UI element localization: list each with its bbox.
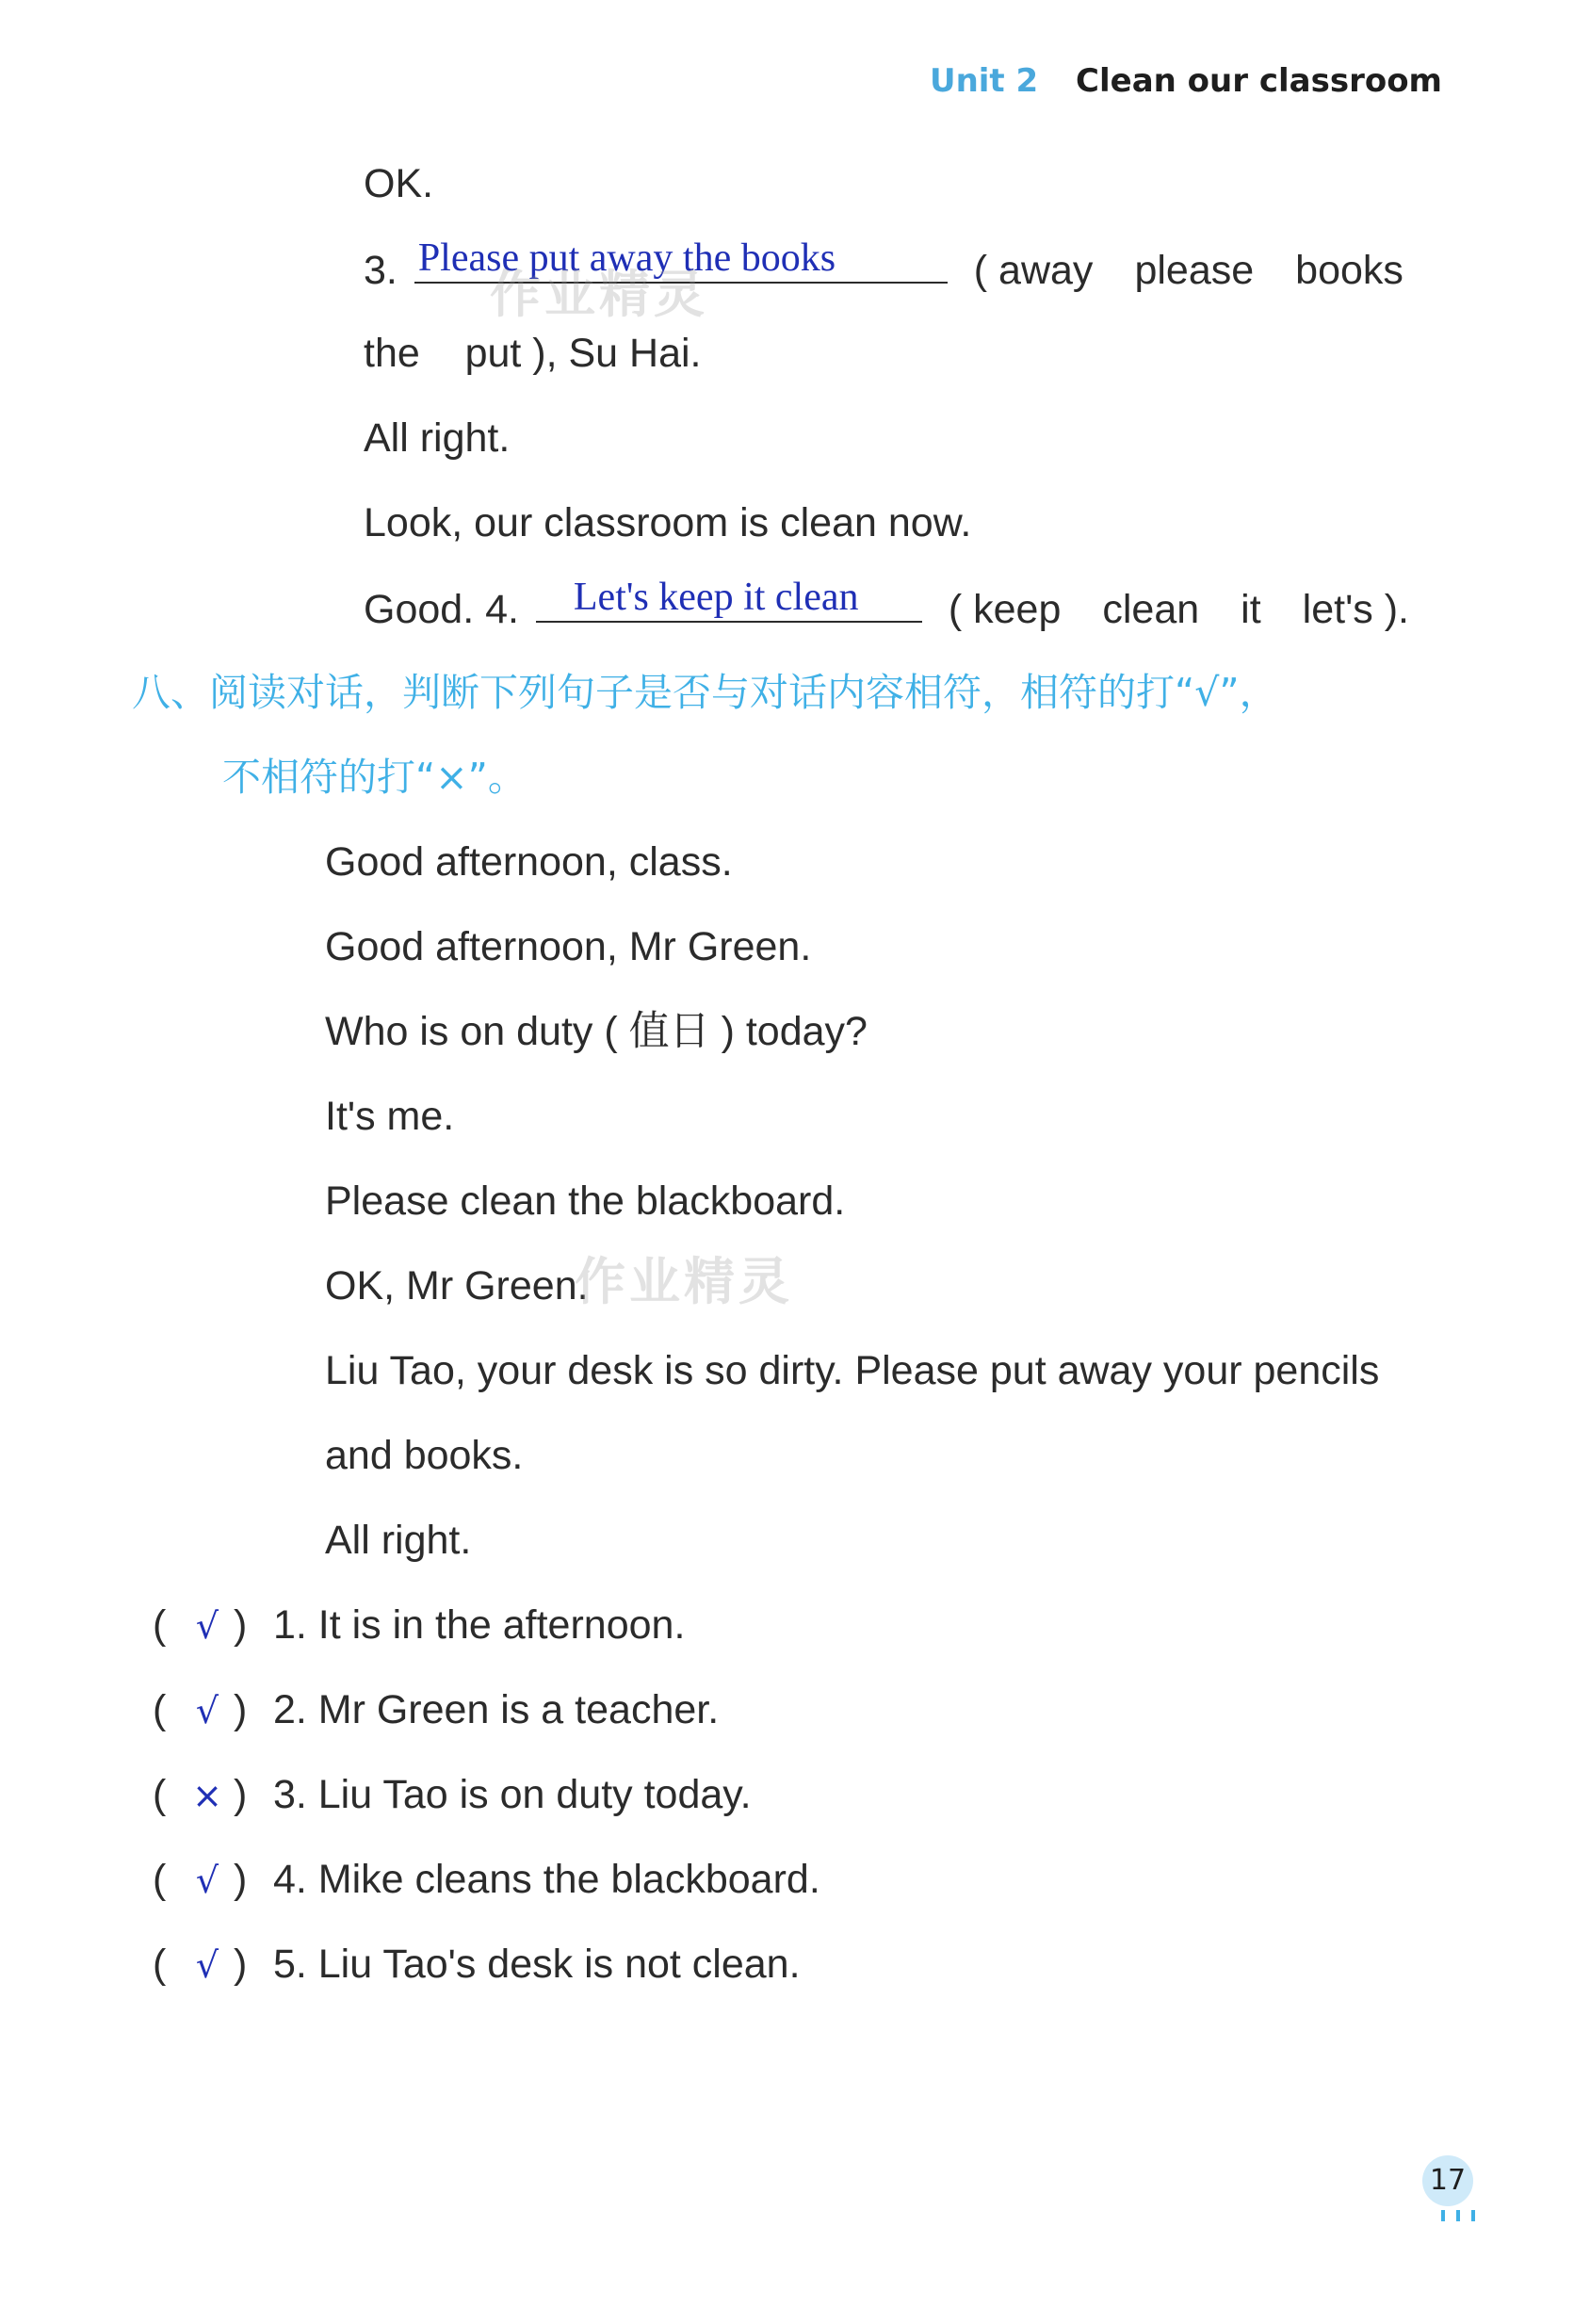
dialogue-text: It's me. bbox=[325, 1094, 455, 1139]
question-number: Good. 4. bbox=[364, 587, 519, 632]
close-paren: ) bbox=[234, 1602, 248, 1648]
dialogue-text: and books. bbox=[325, 1433, 524, 1478]
dialogue-text: Good afternoon, class. bbox=[325, 839, 733, 885]
judgement-statement: 4. Mike cleans the blackboard. bbox=[272, 1857, 820, 1902]
judgement-statement: 1. It is in the afternoon. bbox=[272, 1602, 686, 1648]
dialogue-text: All right. bbox=[325, 1518, 472, 1563]
judgement-item bbox=[153, 1597, 685, 1654]
answer-mark[interactable]: √ bbox=[195, 1690, 219, 1731]
judgement-item bbox=[153, 1851, 820, 1909]
judgement-statement: 3. Liu Tao is on duty today. bbox=[272, 1772, 752, 1817]
section-instruction: 八、阅读对话，判断下列句子是否与对话内容相符，相符的打“√”， bbox=[132, 670, 1278, 715]
handwritten-answer: Please put away the books bbox=[417, 236, 836, 280]
judgement-statement: 5. Liu Tao's desk is not clean. bbox=[272, 1942, 801, 1987]
dialogue-text: OK. bbox=[364, 161, 434, 206]
word-option: please bbox=[1134, 248, 1255, 293]
word-options bbox=[949, 587, 1451, 632]
answer-blank[interactable] bbox=[536, 576, 922, 623]
answer-mark[interactable]: √ bbox=[195, 1944, 219, 1986]
word-option: books bbox=[1295, 248, 1403, 293]
word-option: ( away bbox=[973, 248, 1094, 293]
page-number: 17 bbox=[1422, 2155, 1473, 2206]
dialogue-text: Look, our classroom is clean now. bbox=[364, 500, 972, 545]
question-number: 3. bbox=[364, 248, 398, 293]
open-paren: ( bbox=[153, 1942, 167, 1987]
close-paren: ) bbox=[234, 1942, 248, 1987]
close-paren: ) bbox=[234, 1857, 248, 1902]
answer-mark[interactable]: √ bbox=[195, 1605, 219, 1647]
dialogue-text: Liu Tao, your desk is so dirty. Please put away your pencils bbox=[325, 1348, 1380, 1393]
dialogue-text: the put ), Su Hai. bbox=[364, 331, 702, 376]
page-decoration bbox=[1441, 2210, 1479, 2221]
dialogue-text: Please clean the blackboard. bbox=[325, 1178, 846, 1224]
unit-label: Unit 2 bbox=[929, 62, 1039, 100]
dialogue-text: Good afternoon, Mr Green. bbox=[325, 924, 812, 969]
fill-blank-question bbox=[364, 576, 1451, 638]
judgement-item bbox=[153, 1766, 752, 1824]
judgement-item bbox=[153, 1936, 801, 1993]
open-paren: ( bbox=[153, 1857, 167, 1902]
dialogue-text: All right. bbox=[364, 415, 511, 461]
unit-title: Clean our classroom bbox=[1076, 62, 1442, 100]
word-option: it bbox=[1241, 587, 1261, 632]
watermark: 作业精灵 bbox=[490, 265, 708, 324]
close-paren: ) bbox=[234, 1772, 248, 1817]
judgement-statement: 2. Mr Green is a teacher. bbox=[272, 1687, 720, 1732]
close-paren: ) bbox=[234, 1687, 248, 1732]
word-option: ( keep bbox=[948, 587, 1062, 632]
word-option: let's ). bbox=[1302, 587, 1410, 632]
section-instruction-cont: 不相符的打“×”。 bbox=[222, 755, 527, 800]
word-options bbox=[974, 248, 1445, 293]
open-paren: ( bbox=[153, 1602, 167, 1648]
open-paren: ( bbox=[153, 1772, 167, 1817]
handwritten-answer: Let's keep it clean bbox=[573, 576, 859, 619]
open-paren: ( bbox=[153, 1687, 167, 1732]
watermark: 作业精灵 bbox=[575, 1252, 793, 1311]
running-header bbox=[930, 62, 1442, 100]
dialogue-text: OK, Mr Green. bbox=[325, 1263, 589, 1308]
dialogue-text: Who is on duty ( 值日 ) today? bbox=[325, 1009, 868, 1054]
word-option: clean bbox=[1102, 587, 1200, 632]
judgement-item bbox=[153, 1682, 719, 1739]
answer-mark[interactable]: √ bbox=[195, 1860, 219, 1901]
answer-mark[interactable]: × bbox=[192, 1775, 222, 1816]
